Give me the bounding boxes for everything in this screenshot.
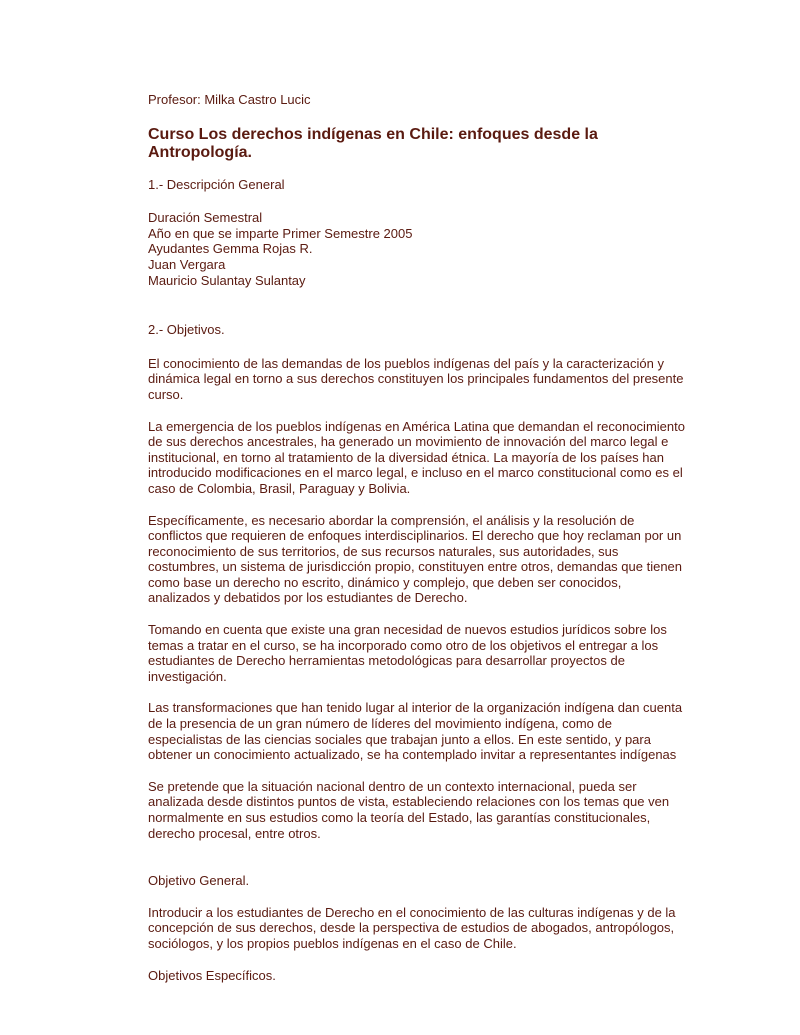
paragraph-line: analizada desde distintos puntos de vista, estableciendo relaciones con los temas que ven (148, 794, 670, 810)
info-assistants: Ayudantes Gemma Rojas R. (148, 241, 313, 257)
document-page (148, 92, 708, 983)
paragraph-line: institucional, en torno al tratamiento de la diversidad étnica. La mayoría de los países han (148, 449, 664, 465)
paragraph-line: temas a tratar en el curso, se ha incorporado como otro de los objetivos el entregar a los (148, 637, 659, 653)
paragraph (148, 513, 708, 607)
section-heading-description: 1.- Descripción General (148, 176, 285, 192)
paragraph-line: Introducir a los estudiantes de Derecho en el conocimiento de las culturas indígenas y de la (148, 904, 676, 920)
course-title (148, 126, 708, 162)
info-assistant: Mauricio Sulantay Sulantay (148, 272, 306, 288)
paragraph-line: normalmente en sus estudios como la teoría del Estado, las garantías constitucionales, (148, 810, 651, 825)
general-info-block (148, 210, 708, 288)
objective-specific-heading: Objetivos Específicos. (148, 967, 276, 983)
paragraph-line: Las transformaciones que han tenido lugar al interior de la organización indígena dan cuenta (148, 700, 683, 716)
paragraph-line: conflictos que requieren de enfoques interdisciplinarios. El derecho que hoy reclaman por un (148, 528, 682, 544)
paragraph-line: La emergencia de los pueblos indígenas en América Latina que demandan el reconocimiento (148, 418, 685, 434)
paragraph-line: costumbres, un sistema de jurisdicción propio, constituyen entre otros, demandas que tienen (148, 559, 683, 575)
info-duration: Duración Semestral (148, 210, 263, 226)
paragraph-line: Específicamente, es necesario abordar la comprensión, el análisis y la resolución de (148, 512, 635, 528)
paragraph (148, 779, 708, 841)
paragraph (148, 622, 708, 684)
paragraph-line: reconocimiento de sus territorios, de sus recursos naturales, sus autoridades, sus (148, 543, 619, 559)
paragraph-line: concepción de sus derechos, desde la perspectiva de estudios de abogados, antropólogos, (148, 920, 675, 936)
paragraph-line: dinámica legal en torno a sus derechos constituyen los principales fundamentos del presente (148, 371, 684, 387)
paragraph-line: derecho procesal, entre otros. (148, 825, 321, 841)
info-assistant: Juan Vergara (148, 256, 226, 272)
paragraph-line: introducido modificaciones en el marco legal, e incluso en el marco constitucional como es el (148, 465, 683, 481)
paragraph-line: estudiantes de Derecho herramientas metodológicas para desarrollar proyectos de (148, 653, 625, 669)
course-title-line: Antropología. (148, 143, 252, 161)
professor-line: Profesor: Milka Castro Lucic (148, 92, 311, 107)
paragraph-line: analizados y debatidos por los estudiantes de Derecho. (148, 590, 468, 606)
paragraph-line: caso de Colombia, Brasil, Paraguay y Bolivia. (148, 480, 411, 496)
objective-general-text (148, 905, 708, 952)
paragraph-line: especialistas de las ciencias sociales que trabajan junto a ellos. En este sentido, y para (148, 731, 651, 747)
paragraph-line: investigación. (148, 668, 227, 684)
paragraph-line: sociólogos, y los propios pueblos indígenas en el caso de Chile. (148, 935, 517, 951)
paragraph-line: de la presencia de un gran número de líderes del movimiento indígena, como de (148, 716, 612, 732)
objective-general-heading: Objetivo General. (148, 873, 250, 889)
paragraph-line: obtener un conocimiento actualizado, se ha contemplado invitar a representantes indígenas (148, 747, 677, 763)
paragraph-line: El conocimiento de las demandas de los pueblos indígenas del país y la caracterización y (148, 355, 664, 371)
section-heading-objectives: 2.- Objetivos. (148, 322, 225, 338)
course-title-line: Curso Los derechos indígenas en Chile: enfoques desde la (148, 125, 598, 143)
paragraph-line: curso. (148, 386, 184, 402)
paragraph-line: Tomando en cuenta que existe una gran necesidad de nuevos estudios jurídicos sobre los (148, 622, 667, 638)
paragraph-line: Se pretende que la situación nacional dentro de un contexto internacional, pueda ser (148, 778, 637, 794)
info-year: Año en que se imparte Primer Semestre 2005 (148, 225, 413, 241)
paragraph (148, 700, 708, 762)
paragraph-line: como base un derecho no escrito, dinámico y complejo, que deben ser conocidos, (148, 574, 622, 590)
paragraph (148, 419, 708, 497)
paragraph (148, 356, 708, 403)
paragraph-line: de sus derechos ancestrales, ha generado un movimiento de innovación del marco legal e (148, 434, 669, 450)
